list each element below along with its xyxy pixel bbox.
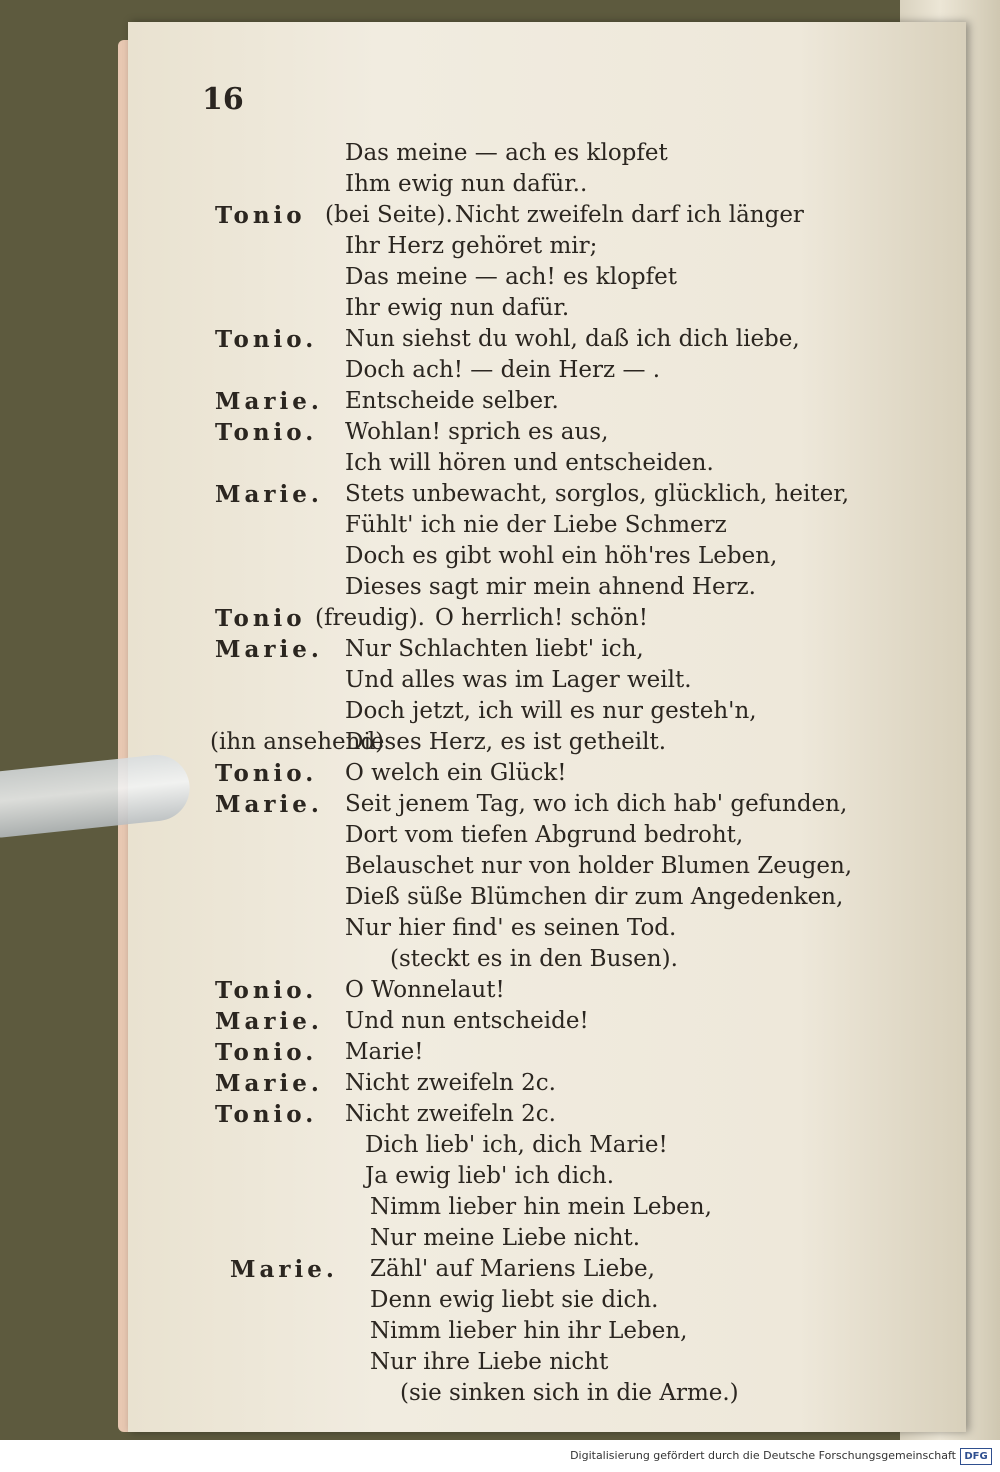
text-line: Nur meine Liebe nicht. — [370, 1225, 641, 1251]
text-line: Das meine — ach es klopfet — [345, 140, 668, 166]
text-line: Marie. Stets unbewacht, sorglos, glücklich, heiter, — [215, 481, 850, 508]
page-number: 16 — [202, 82, 244, 117]
text-line: Und alles was im Lager weilt. — [345, 667, 692, 693]
text-line: Nimm lieber hin ihr Leben, — [370, 1318, 688, 1344]
text-line: Tonio. O Wonnelaut! — [215, 977, 505, 1004]
stage-direction: (sie sinken sich in die Arme.) — [400, 1380, 739, 1406]
footer-credit: Digitalisierung gefördert durch die Deutsche Forschungsgemeinschaft — [570, 1449, 956, 1462]
text-line: Marie. Entscheide selber. — [215, 388, 559, 415]
text-line: Belauschet nur von holder Blumen Zeugen, — [345, 853, 853, 879]
text-line: Das meine — ach! es klopfet — [345, 264, 678, 290]
text-line: Marie. Nur Schlachten liebt' ich, — [215, 636, 644, 663]
text-line: Doch ach! — dein Herz — . — [345, 357, 661, 383]
text-line: Tonio. Wohlan! sprich es aus, — [215, 419, 609, 446]
text-line: Ja ewig lieb' ich dich. — [365, 1163, 615, 1189]
text-line: Dich lieb' ich, dich Marie! — [365, 1132, 668, 1158]
text-line: Nur ihre Liebe nicht — [370, 1349, 609, 1375]
text-line: Nimm lieber hin mein Leben, — [370, 1194, 712, 1220]
text-line: Fühlt' ich nie der Liebe Schmerz — [345, 512, 727, 538]
text-line: Tonio. Nicht zweifeln 2c. — [215, 1101, 556, 1128]
text-line: Doch es gibt wohl ein höh'res Leben, — [345, 543, 778, 569]
text-line: (ihn ansehend) Dieses Herz, es ist getheilt. — [210, 729, 667, 755]
text-line: Ihm ewig nun dafür.. — [345, 171, 588, 197]
text-line: Marie. Nicht zweifeln 2c. — [215, 1070, 556, 1097]
text-line: Doch jetzt, ich will es nur gesteh'n, — [345, 698, 757, 724]
text-line: Tonio. O welch ein Glück! — [215, 760, 567, 787]
text-line: Dieses sagt mir mein ahnend Herz. — [345, 574, 756, 600]
text-line: Tonio (freudig). O herrlich! schön! — [215, 605, 648, 632]
text-line: Tonio. Marie! — [215, 1039, 424, 1066]
text-line: Ich will hören und entscheiden. — [345, 450, 714, 476]
text-line: Denn ewig liebt sie dich. — [370, 1287, 659, 1313]
text-line: Tonio. Nun siehst du wohl, daß ich dich liebe, — [215, 326, 800, 353]
text-line: Marie. Zähl' auf Mariens Liebe, — [230, 1256, 655, 1283]
text-line: Nur hier find' es seinen Tod. — [345, 915, 677, 941]
digitization-footer — [0, 1440, 1000, 1472]
text-line: Dieß süße Blümchen dir zum Angedenken, — [345, 884, 844, 910]
text-line: Marie. Und nun entscheide! — [215, 1008, 589, 1035]
text-line: Ihr ewig nun dafür. — [345, 295, 570, 321]
text-line: Marie. Seit jenem Tag, wo ich dich hab' gefunden, — [215, 791, 848, 818]
text-line: Ihr Herz gehöret mir; — [345, 233, 598, 259]
text-line: Tonio (bei Seite). Nicht zweifeln darf ich länger — [215, 202, 804, 229]
text-line: Dort vom tiefen Abgrund bedroht, — [345, 822, 744, 848]
dfg-logo-icon: DFG — [960, 1448, 992, 1465]
stage-direction: (steckt es in den Busen). — [390, 946, 678, 972]
